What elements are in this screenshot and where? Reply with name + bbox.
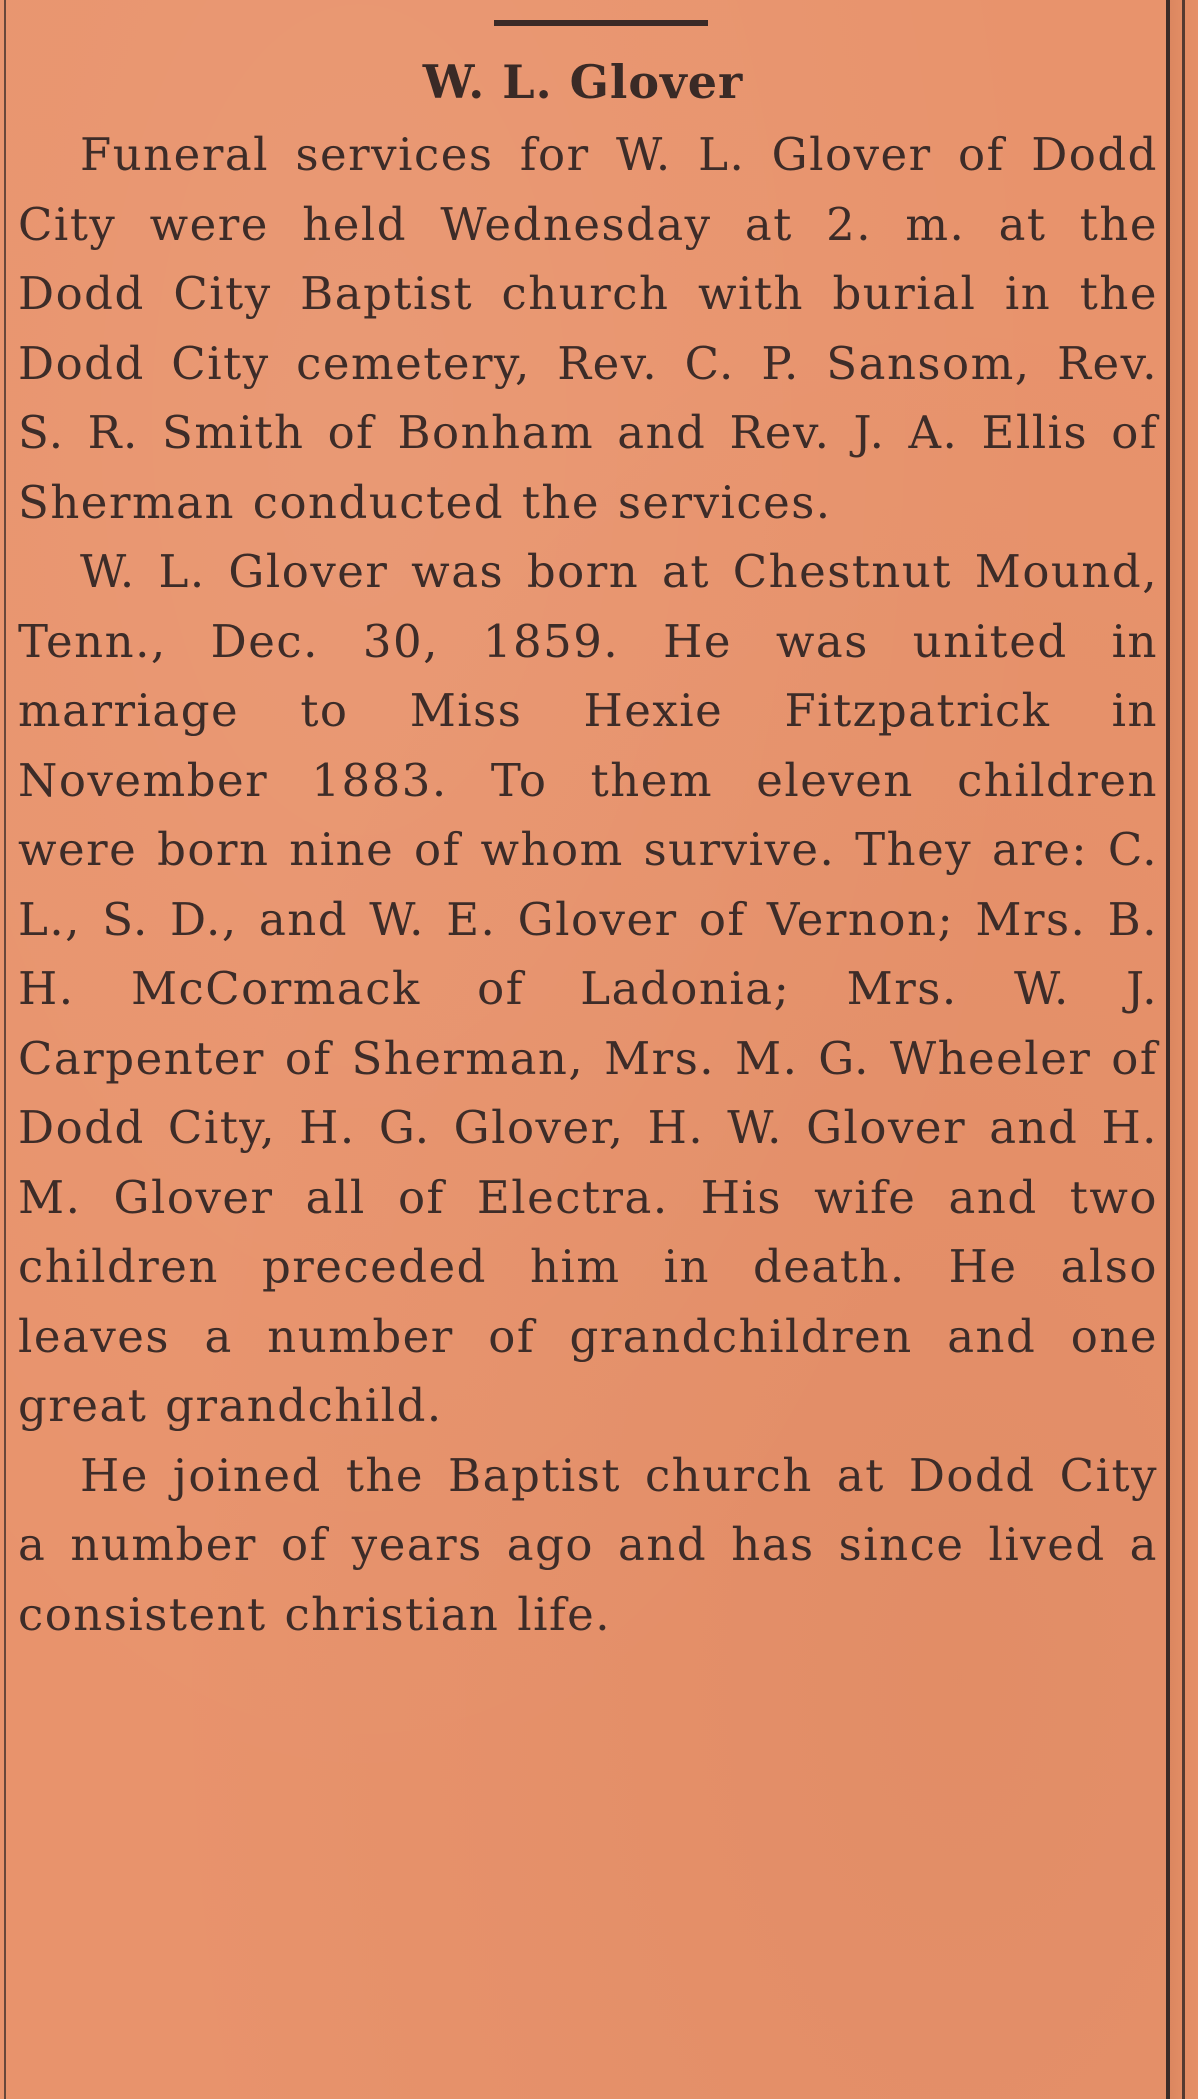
column-rule-outer (1182, 0, 1185, 2099)
paragraph-biography: W. L. Glover was born at Chestnut Mound, Tenn., Dec. 30, 1859. He was united in marriage to Miss Hexie Fitzpatrick in November 1883. To them eleven children were born nine of whom survive. They are: C. L., S. D., and W. E. Glover of Vernon; Mrs. B. H. McCormack of Ladonia; Mrs. W. J. Carpenter of Sherman, Mrs. M. G. Wheeler of Dodd City, H. G. Glover, H. W. Glover and H. M. Glover all of Electra. His wife and two children preceded him in death. He also leaves a number of grandchildren and one great grandchild. (18, 545, 1158, 1432)
obituary-body (18, 120, 1158, 1649)
obituary-headline: W. L. Glover (422, 55, 744, 109)
headline-rule (494, 20, 708, 26)
paragraph-funeral-services: Funeral services for W. L. Glover of Dodd City were held Wednesday at 2. m. at the Dodd City Baptist church with burial in the Dodd City cemetery, Rev. C. P. Sansom, Rev. S. R. Smith of Bonham and Rev. J. A. Ellis of Sherman conducted the services. (18, 128, 1158, 529)
paragraph-church-membership: He joined the Baptist church at Dodd City a number of years ago and has since lived a consistent christian life. (18, 1448, 1158, 1641)
column-rule-right (1166, 0, 1170, 2099)
clipping-left-border (4, 0, 6, 2099)
